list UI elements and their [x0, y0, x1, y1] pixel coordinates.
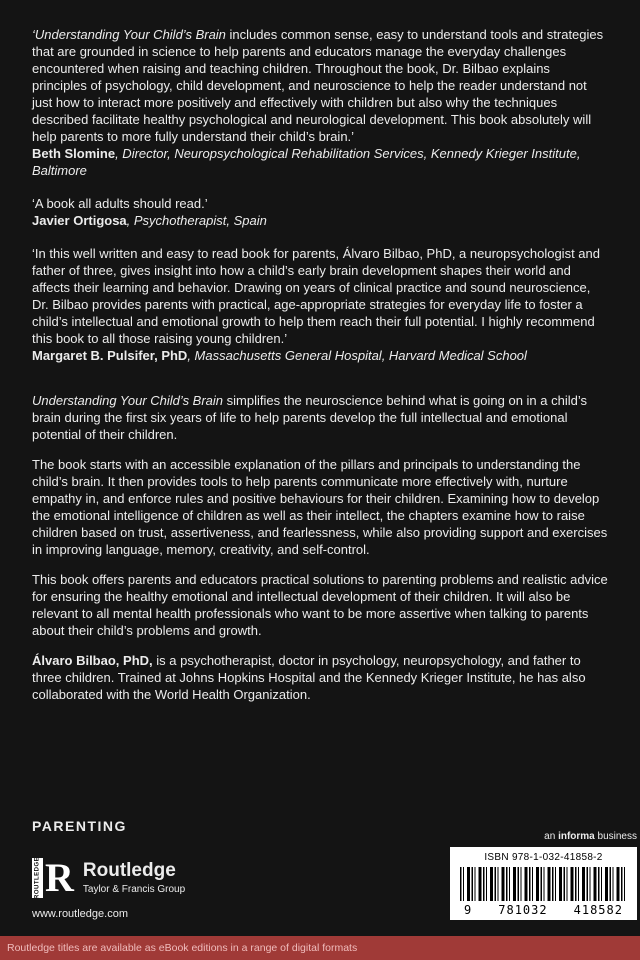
publisher-name: Routledge	[82, 860, 176, 881]
footer-bar	[0, 936, 640, 960]
publisher-wordmark	[83, 861, 185, 895]
barcode-digits	[456, 903, 631, 917]
endorser-name-3: Margaret B. Pulsifer, PhD	[32, 348, 188, 363]
barcode-digit-mid: 781032	[498, 903, 548, 917]
informa-bold: informa	[558, 831, 595, 842]
author-bio-text: is a psychotherapist, doctor in psychology, neuropsychology, and father to three children. Trained at Johns Hopkins Hospital and the Kennedy Krieger Institute, he has also collaborated with the World Health Organization.	[32, 653, 586, 702]
publisher-logo-row	[32, 855, 186, 900]
endorsement-quote-1	[32, 26, 608, 145]
informa-business-label	[544, 831, 637, 842]
barcode-digit-right: 418582	[573, 903, 623, 917]
bottom-row	[32, 831, 637, 920]
endorser-role-1: , Director, Neuropsychological Rehabilitation Services, Kennedy Krieger Institute, Baltimore	[32, 146, 581, 178]
isbn-block	[450, 831, 637, 920]
barcode-box	[450, 847, 637, 920]
publisher-group: Taylor & Francis Group	[82, 884, 186, 895]
endorsement-quote-1-text: includes common sense, easy to understand tools and strategies that are grounded in science to help parents and educators manage the everyday challenges encountered when raising and teaching children. Throughout the book, Dr. Bilbao explains principles of psychology, child development, and neuroscience to help the reader understand not just how to interact more positively and effectively with children but also why the techniques described facilitate healthy psychological and neurological development. This book absolutely will help parents to more fully understand their child’s brain.’	[32, 27, 604, 144]
author-bio	[32, 652, 608, 703]
routledge-vertical-text: ROUTLEDGE	[32, 858, 43, 898]
publisher-block	[32, 855, 186, 920]
description-paragraph-2: The book starts with an accessible explanation of the pillars and principals to understanding the child’s brain. It then provides tools to help parents communicate more effectively with, nurture empathy in, and enforce rules and positive behaviours for their children. Examining how to develop the emotional intelligence of children as well as their intellect, the chapters examine how to raise children based on trust, assertiveness, and fearlessness, while also providing support and exercises in improving language, memory, creativity, and self-control.	[32, 457, 608, 557]
description-paragraph-1	[32, 392, 608, 443]
endorser-name-1: Beth Slomine	[32, 146, 116, 161]
endorsement-attribution-2	[32, 212, 608, 229]
barcode-digit-left: 9	[464, 903, 473, 917]
endorser-name-2: Javier Ortigosa	[32, 213, 127, 228]
routledge-logo-icon	[32, 855, 74, 900]
endorsement-quote-2	[32, 195, 608, 212]
description-paragraph-1-text: simplifies the neuroscience behind what is going on in a child’s brain during the first six years of life to help parents develop the full intellectual and emotional potential of their children.	[32, 393, 588, 442]
endorsement-quote-3-text: ‘In this well written and easy to read book for parents, Álvaro Bilbao, PhD, a neuropsychologist and father of three, gives insight into how a child’s early brain development shapes their world and affects their learning and behavior. Drawing on years of clinical practice and sound neuroscience, Dr. Bilbao provides parents with practical, age-appropriate strategies for everyday life to foster a child’s intellectual and emotional growth to help them reach their full potential. I highly recommend this book to all those raising young children.’	[32, 246, 600, 346]
routledge-r-mark: R	[45, 855, 74, 900]
footer-text: Routledge titles are available as eBook editions in a range of digital formats	[7, 942, 358, 954]
category-label: PARENTING	[32, 818, 127, 834]
publisher-url: www.routledge.com	[32, 908, 128, 920]
endorsement-quote-3	[32, 245, 608, 347]
endorsement-quote-2-text: ‘A book all adults should read.’	[32, 196, 208, 211]
endorser-role-3: , Massachusetts General Hospital, Harvard Medical School	[187, 348, 527, 363]
isbn-label: ISBN 978-1-032-41858-2	[484, 852, 603, 863]
endorsement-attribution-1	[32, 145, 608, 179]
barcode	[460, 867, 627, 901]
book-title-in-description: Understanding Your Child’s Brain	[32, 393, 224, 408]
book-title-in-quote: ‘Understanding Your Child’s Brain	[32, 27, 226, 42]
author-name: Álvaro Bilbao, PhD,	[32, 653, 153, 668]
endorser-role-2: , Psychotherapist, Spain	[126, 213, 267, 228]
informa-pre: an	[544, 831, 559, 842]
informa-post: business	[594, 831, 637, 842]
description-paragraph-3: This book offers parents and educators practical solutions to parenting problems and realistic advice for ensuring the healthy emotional and intellectual development of their children. It will also be relevant to all mental health professionals who want to be more assertive when talking to parents about their child’s problems and growth.	[32, 572, 608, 638]
endorsement-attribution-3	[32, 347, 608, 364]
